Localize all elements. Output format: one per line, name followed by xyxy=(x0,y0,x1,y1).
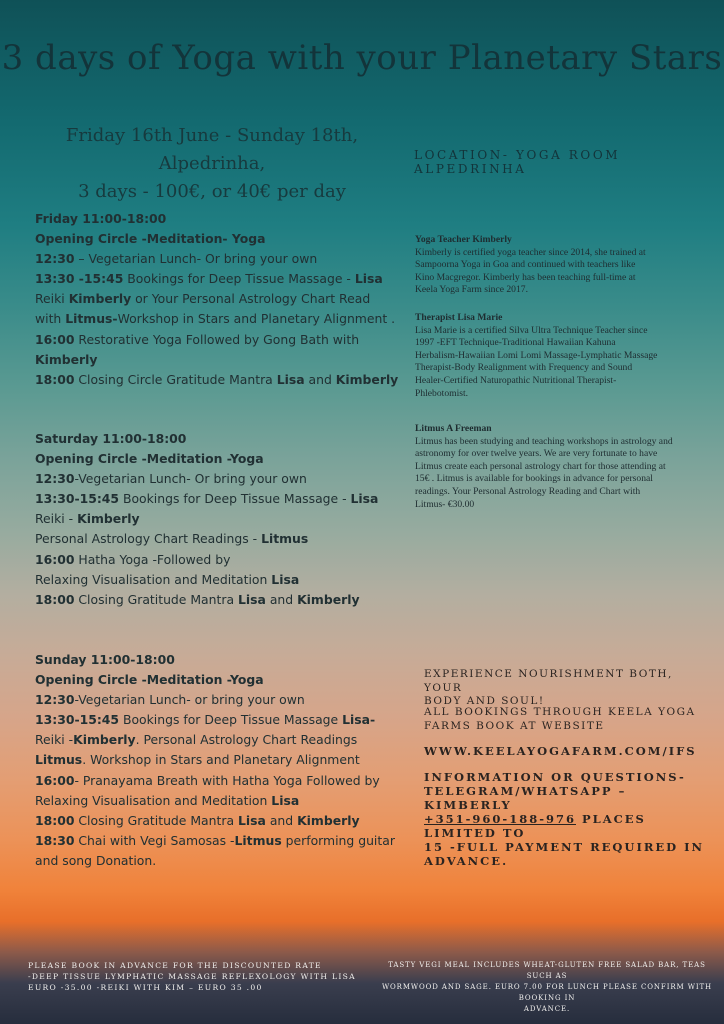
saturday-hatha: 16:00 Hatha Yoga -Followed by xyxy=(35,551,231,567)
nourishment-text xyxy=(424,668,709,709)
bio-line: Kino Macgregor. Kimberly has been teaching full-time at xyxy=(415,271,636,283)
friday-restorative: 16:00 Restorative Yoga Followed by Gong Bath with xyxy=(35,331,360,347)
friday-workshop: with Litmus-Workshop in Stars and Planetary Alignment . xyxy=(35,311,396,327)
info-line: ADVANCE. xyxy=(424,854,509,868)
bio-line: Litmus- €30.00 xyxy=(415,498,475,510)
booking-text xyxy=(424,706,709,733)
bio-kimberly xyxy=(415,234,700,297)
info-line: ALL BOOKINGS THROUGH KEELA YOGA xyxy=(424,706,696,718)
bio-line: Litmus has been studying and teaching workshops in astrology and xyxy=(415,435,673,447)
footer-line: WORMWOOD AND SAGE. EURO 7.00 FOR LUNCH PLEASE CONFIRM WITH BOOKING IN xyxy=(381,983,713,1002)
page-title: 3 days of Yoga with your Planetary Stars xyxy=(1,38,723,78)
bio-line: Sampoorna Yoga in Goa and continued with teachers like xyxy=(415,259,636,271)
friday-schedule xyxy=(35,209,399,390)
phone-link[interactable]: +351-960-188-976 xyxy=(424,812,576,826)
sunday-header: Sunday 11:00-18:00 xyxy=(35,652,175,667)
friday-header: Friday 11:00-18:00 xyxy=(35,211,167,226)
website-link[interactable]: WWW.KEELAYOGAFARM.COM/IFS xyxy=(424,744,697,758)
saturday-astrology: Personal Astrology Chart Readings - Litmus xyxy=(35,531,309,547)
price-line: 3 days - 100€, or 40€ per day xyxy=(78,181,346,202)
friday-closing: 18:00 Closing Circle Gratitude Mantra Lisa and Kimberly xyxy=(35,371,399,387)
event-dates xyxy=(22,122,402,206)
saturday-header: Saturday 11:00-18:00 xyxy=(35,431,187,446)
footer-right xyxy=(374,960,720,1015)
bio-heading: Litmus A Freeman xyxy=(415,423,492,434)
bio-line: 15€ . Litmus is available for bookings in advance for personal xyxy=(415,473,653,485)
info-line: EXPERIENCE NOURISHMENT BOTH, YOUR xyxy=(424,668,673,694)
saturday-reiki: Reiki - Kimberly xyxy=(35,511,140,527)
info-line: TELEGRAM/WHATSAPP – KIMBERLY xyxy=(424,784,627,812)
saturday-bookings: 13:30-15:45 Bookings for Deep Tissue Massage - Lisa xyxy=(35,491,379,507)
bio-line: Keela Yoga Farm since 2017. xyxy=(415,284,528,296)
location-label: LOCATION- YOGA ROOM ALPEDRINHA xyxy=(414,148,621,176)
bio-lisa xyxy=(415,312,700,400)
info-line: BODY AND SOUL! xyxy=(424,695,545,707)
website-block xyxy=(424,744,709,758)
saturday-meditation: Relaxing Visualisation and Meditation Lisa xyxy=(35,571,300,587)
bio-line: Lisa Marie is a certified Silva Ultra Technique Teacher since xyxy=(415,324,648,336)
bio-line: readings. Your Personal Astrology Reading and Chart with xyxy=(415,485,641,497)
info-line: 15 -FULL PAYMENT REQUIRED IN xyxy=(424,840,705,854)
friday-bookings: 13:30 -15:45 Bookings for Deep Tissue Massage - Lisa xyxy=(35,271,383,287)
bio-line: 1997 -EFT Technique-Traditional Hawaiian Kahuna xyxy=(415,337,616,349)
footer-line: -DEEP TISSUE LYMPHATIC MASSAGE REFLEXOLOGY WITH LISA xyxy=(28,972,356,981)
sunday-pranayama: 16:00- Pranayama Breath with Hatha Yoga Followed by xyxy=(35,772,380,788)
dates-line: Friday 16th June - Sunday 18th, Alpedrinha, xyxy=(65,125,359,174)
bio-line: Litmus create each personal astrology chart for those attending at xyxy=(415,460,666,472)
sunday-workshop: Litmus. Workshop in Stars and Planetary Alignment xyxy=(35,752,360,768)
saturday-opening: Opening Circle -Meditation -Yoga xyxy=(35,451,264,467)
bio-line: Herbalism-Hawaiian Lomi Lomi Massage-Lymphatic Massage xyxy=(415,349,658,361)
saturday-lunch: 12:30-Vegetarian Lunch- Or bring your own xyxy=(35,471,307,487)
footer-line: EURO -35.00 -REIKI WITH KIM – EURO 35 .00 xyxy=(28,983,263,992)
info-line: FARMS BOOK AT WEBSITE xyxy=(424,719,605,732)
bio-heading: Therapist Lisa Marie xyxy=(415,312,503,323)
bio-litmus xyxy=(415,423,700,511)
footer-left xyxy=(28,960,368,993)
sunday-meditation: Relaxing Visualisation and Meditation Lisa xyxy=(35,792,300,808)
bio-line: Healer-Certified Naturopathic Nutritional Therapist- xyxy=(415,374,617,386)
sunday-bookings: 13:30-15:45 Bookings for Deep Tissue Massage Lisa- xyxy=(35,712,376,728)
bio-heading: Yoga Teacher Kimberly xyxy=(415,234,512,245)
sunday-opening: Opening Circle -Meditation -Yoga xyxy=(35,672,264,688)
friday-lunch: 12:30 – Vegetarian Lunch- Or bring your own xyxy=(35,251,318,267)
saturday-schedule xyxy=(35,429,380,610)
friday-opening: Opening Circle -Meditation- Yoga xyxy=(35,231,266,247)
sunday-closing: 18:00 Closing Gratitude Mantra Lisa and Kimberly xyxy=(35,812,360,828)
footer-line: TASTY VEGI MEAL INCLUDES WHEAT-GLUTEN FREE SALAD BAR, TEAS SUCH AS xyxy=(388,961,706,980)
bio-line: Phlebotomist. xyxy=(415,387,469,399)
sunday-schedule xyxy=(35,650,395,871)
friday-gong-teacher: Kimberly xyxy=(35,351,98,367)
friday-reiki: Reiki Kimberly or Your Personal Astrology Chart Read xyxy=(35,291,371,307)
info-line: INFORMATION OR QUESTIONS- xyxy=(424,770,686,784)
bio-line: Therapist-Body Realignment with Frequency and Sound xyxy=(415,362,633,374)
bio-line: Kimberly is certified yoga teacher since 2014, she trained at xyxy=(415,246,646,258)
saturday-closing: 18:00 Closing Gratitude Mantra Lisa and Kimberly xyxy=(35,591,360,607)
phone-line: +351-960-188-976 PLACES LIMITED TO xyxy=(424,812,646,840)
sunday-lunch: 12:30-Vegetarian Lunch- or bring your own xyxy=(35,692,305,708)
bio-line: astronomy for over twelve years. We are very fortunate to have xyxy=(415,448,658,460)
sunday-donation: and song Donation. xyxy=(35,852,157,868)
footer-line: ADVANCE. xyxy=(523,1005,571,1013)
sunday-chai: 18:30 Chai with Vegi Samosas -Litmus performing guitar xyxy=(35,832,395,848)
contact-block xyxy=(424,770,709,868)
footer-line: PLEASE BOOK IN ADVANCE FOR THE DISCOUNTED RATE xyxy=(28,961,322,970)
sunday-reiki: Reiki -Kimberly. Personal Astrology Chart Readings xyxy=(35,732,358,748)
